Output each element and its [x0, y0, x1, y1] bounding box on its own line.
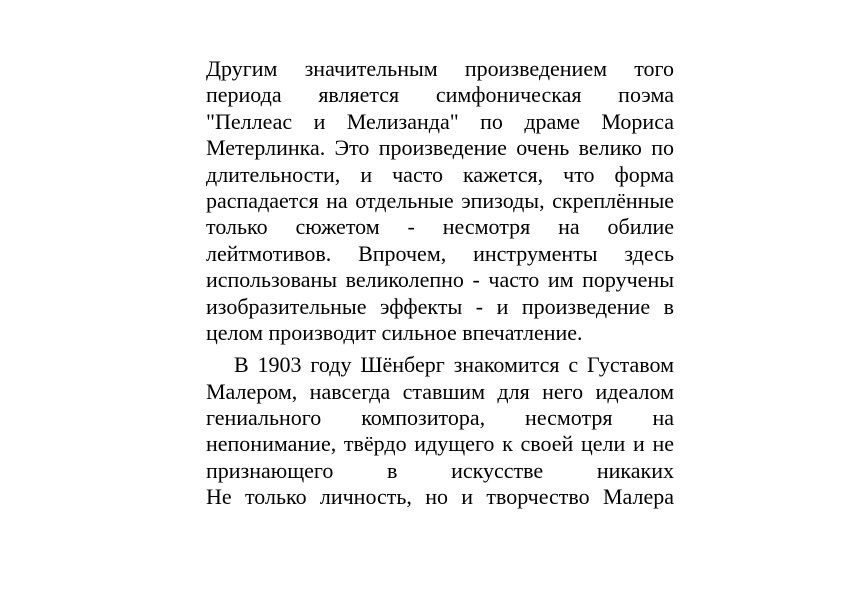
text-line: длительности, и часто кажется, что форма	[206, 161, 674, 187]
paragraph-2	[206, 352, 674, 510]
text-line: В 1903 году Шёнберг знакомится с Густавом	[234, 352, 674, 378]
text-line: изобразительные эффекты - и произведение в	[206, 293, 674, 319]
text-line: использованы великолепно - часто им поручены	[206, 267, 674, 293]
paragraph-1	[206, 56, 674, 346]
text-line: периода является симфоническая поэма	[206, 82, 674, 108]
text-line: только сюжетом - несмотря на обилие	[206, 214, 674, 240]
text-line: распадается на отдельные эпизоды, скреплённые	[206, 187, 674, 213]
text-line: гениального композитора, несмотря на	[206, 405, 674, 431]
text-body	[206, 56, 674, 511]
text-line: лейтмотивов. Впрочем, инструменты здесь	[206, 240, 674, 266]
text-line: признающего в искусстве никаких	[206, 457, 674, 483]
text-line: Другим значительным произведением того	[206, 56, 674, 81]
text-line: Метерлинка. Это произведение очень велико по	[206, 135, 674, 161]
text-line: Не только личность, но и творчество Малера	[206, 484, 674, 510]
text-line: "Пеллеас и Мелизанда" по драме Мориса	[206, 108, 674, 134]
text-line: Малером, навсегда ставшим для него идеалом	[206, 378, 674, 404]
text-line: целом производит сильное впечатление.	[206, 319, 583, 345]
text-line: непонимание, твёрдо идущего к своей цели и не	[206, 431, 674, 457]
